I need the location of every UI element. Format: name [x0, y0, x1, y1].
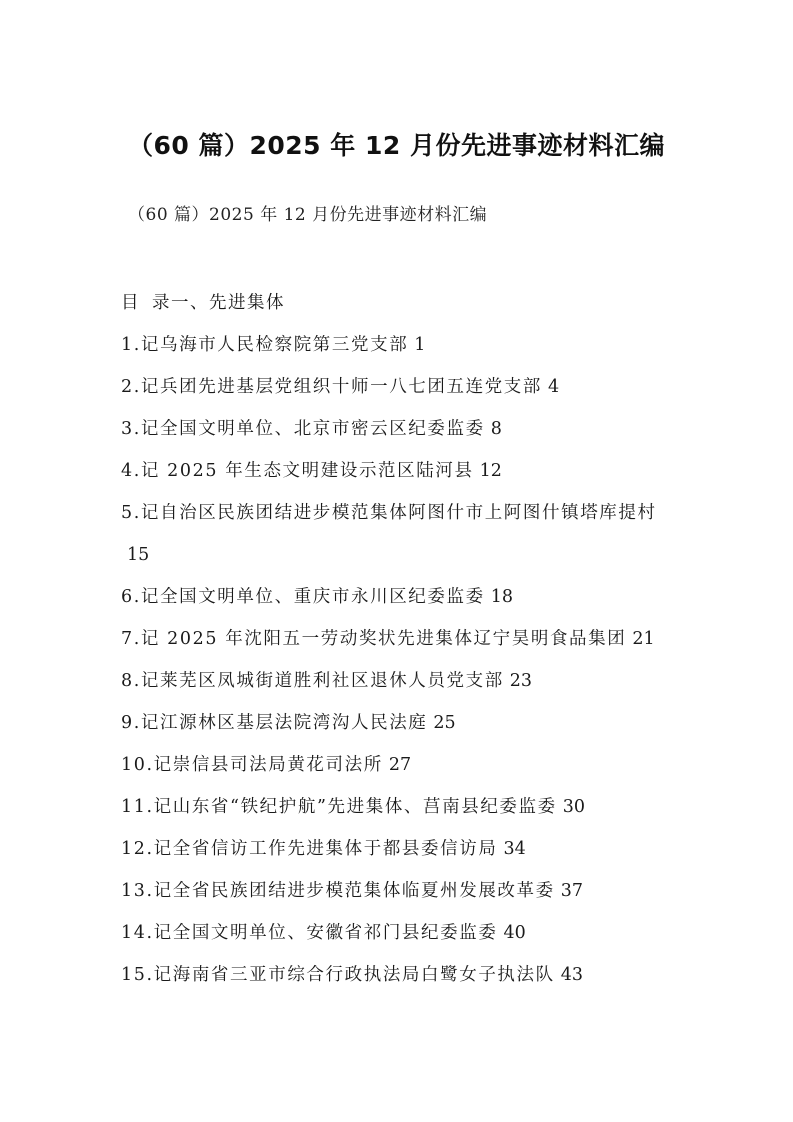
toc-item-text: 15.记海南省三亚市综合行政执法局白鹭女子执法队	[121, 965, 555, 985]
toc-item-page: 1	[414, 335, 426, 355]
toc-item-page: 27	[388, 755, 412, 775]
toc-item-text: 4.记 2025 年生态文明建设示范区陆河县	[121, 461, 474, 481]
toc-item-text: 6.记全国文明单位、重庆市永川区纪委监委	[121, 587, 485, 607]
toc-item-text: 12.记全省信访工作先进集体于都县委信访局	[121, 839, 498, 859]
toc-item[interactable]	[121, 366, 681, 408]
document-subtitle: （60 篇）2025 年 12 月份先进事迹材料汇编	[128, 205, 488, 225]
toc-item[interactable]	[121, 660, 681, 702]
toc-item-page: 34	[503, 839, 526, 859]
toc-item[interactable]	[121, 576, 681, 618]
toc-item[interactable]	[121, 786, 681, 828]
toc-item-page: 15	[127, 545, 150, 565]
toc-item[interactable]	[121, 450, 681, 492]
toc-list	[121, 324, 681, 996]
toc-item-text: 2.记兵团先进基层党组织十师一八七团五连党支部	[121, 377, 542, 397]
toc-item[interactable]	[121, 912, 681, 954]
toc-item-text: 11.记山东省“铁纪护航”先进集体、莒南县纪委监委	[121, 797, 557, 817]
toc-item-text: 7.记 2025 年沈阳五一劳动奖状先进集体辽宁昊明食品集团	[121, 629, 627, 649]
toc-item-text: 8.记莱芜区凤城街道胜利社区退休人员党支部	[121, 671, 504, 691]
toc-item-text: 10.记崇信县司法局黄花司法所	[121, 755, 383, 775]
toc-item-page: 18	[490, 587, 513, 607]
toc-item-page: 40	[503, 923, 526, 943]
toc-item[interactable]	[121, 324, 681, 366]
toc-item-page: 4	[548, 377, 560, 397]
toc-item-text: 9.记江源林区基层法院湾沟人民法庭	[121, 713, 428, 733]
table-of-contents	[121, 282, 681, 996]
toc-item-page: 8	[490, 419, 502, 439]
toc-heading-rest: 录一、先进集体	[152, 293, 285, 313]
toc-item-text: 3.记全国文明单位、北京市密云区纪委监委	[121, 419, 485, 439]
toc-item-text: 5.记自治区民族团结进步模范集体阿图什市上阿图什镇塔库提村	[121, 503, 657, 523]
toc-heading-mu: 目	[121, 293, 140, 313]
toc-item-page: 30	[562, 797, 586, 817]
toc-item-page: 25	[433, 713, 456, 733]
toc-item-text: 13.记全省民族团结进步模范集体临夏州发展改革委	[121, 881, 555, 901]
toc-item[interactable]	[121, 870, 681, 912]
toc-item[interactable]	[121, 618, 681, 660]
toc-heading	[121, 282, 681, 324]
toc-item-page: 21	[632, 629, 655, 649]
toc-item[interactable]	[121, 492, 681, 576]
toc-item-page: 37	[560, 881, 584, 901]
toc-item[interactable]	[121, 828, 681, 870]
document-title: （60 篇）2025 年 12 月份先进事迹材料汇编	[128, 131, 665, 160]
toc-item[interactable]	[121, 408, 681, 450]
toc-item-text: 1.记乌海市人民检察院第三党支部	[121, 335, 409, 355]
toc-item[interactable]	[121, 744, 681, 786]
toc-item-page: 12	[479, 461, 502, 481]
toc-item-text: 14.记全国文明单位、安徽省祁门县纪委监委	[121, 923, 498, 943]
toc-item-page: 23	[509, 671, 533, 691]
toc-item[interactable]	[121, 702, 681, 744]
toc-item-page: 43	[560, 965, 584, 985]
toc-item[interactable]	[121, 954, 681, 996]
